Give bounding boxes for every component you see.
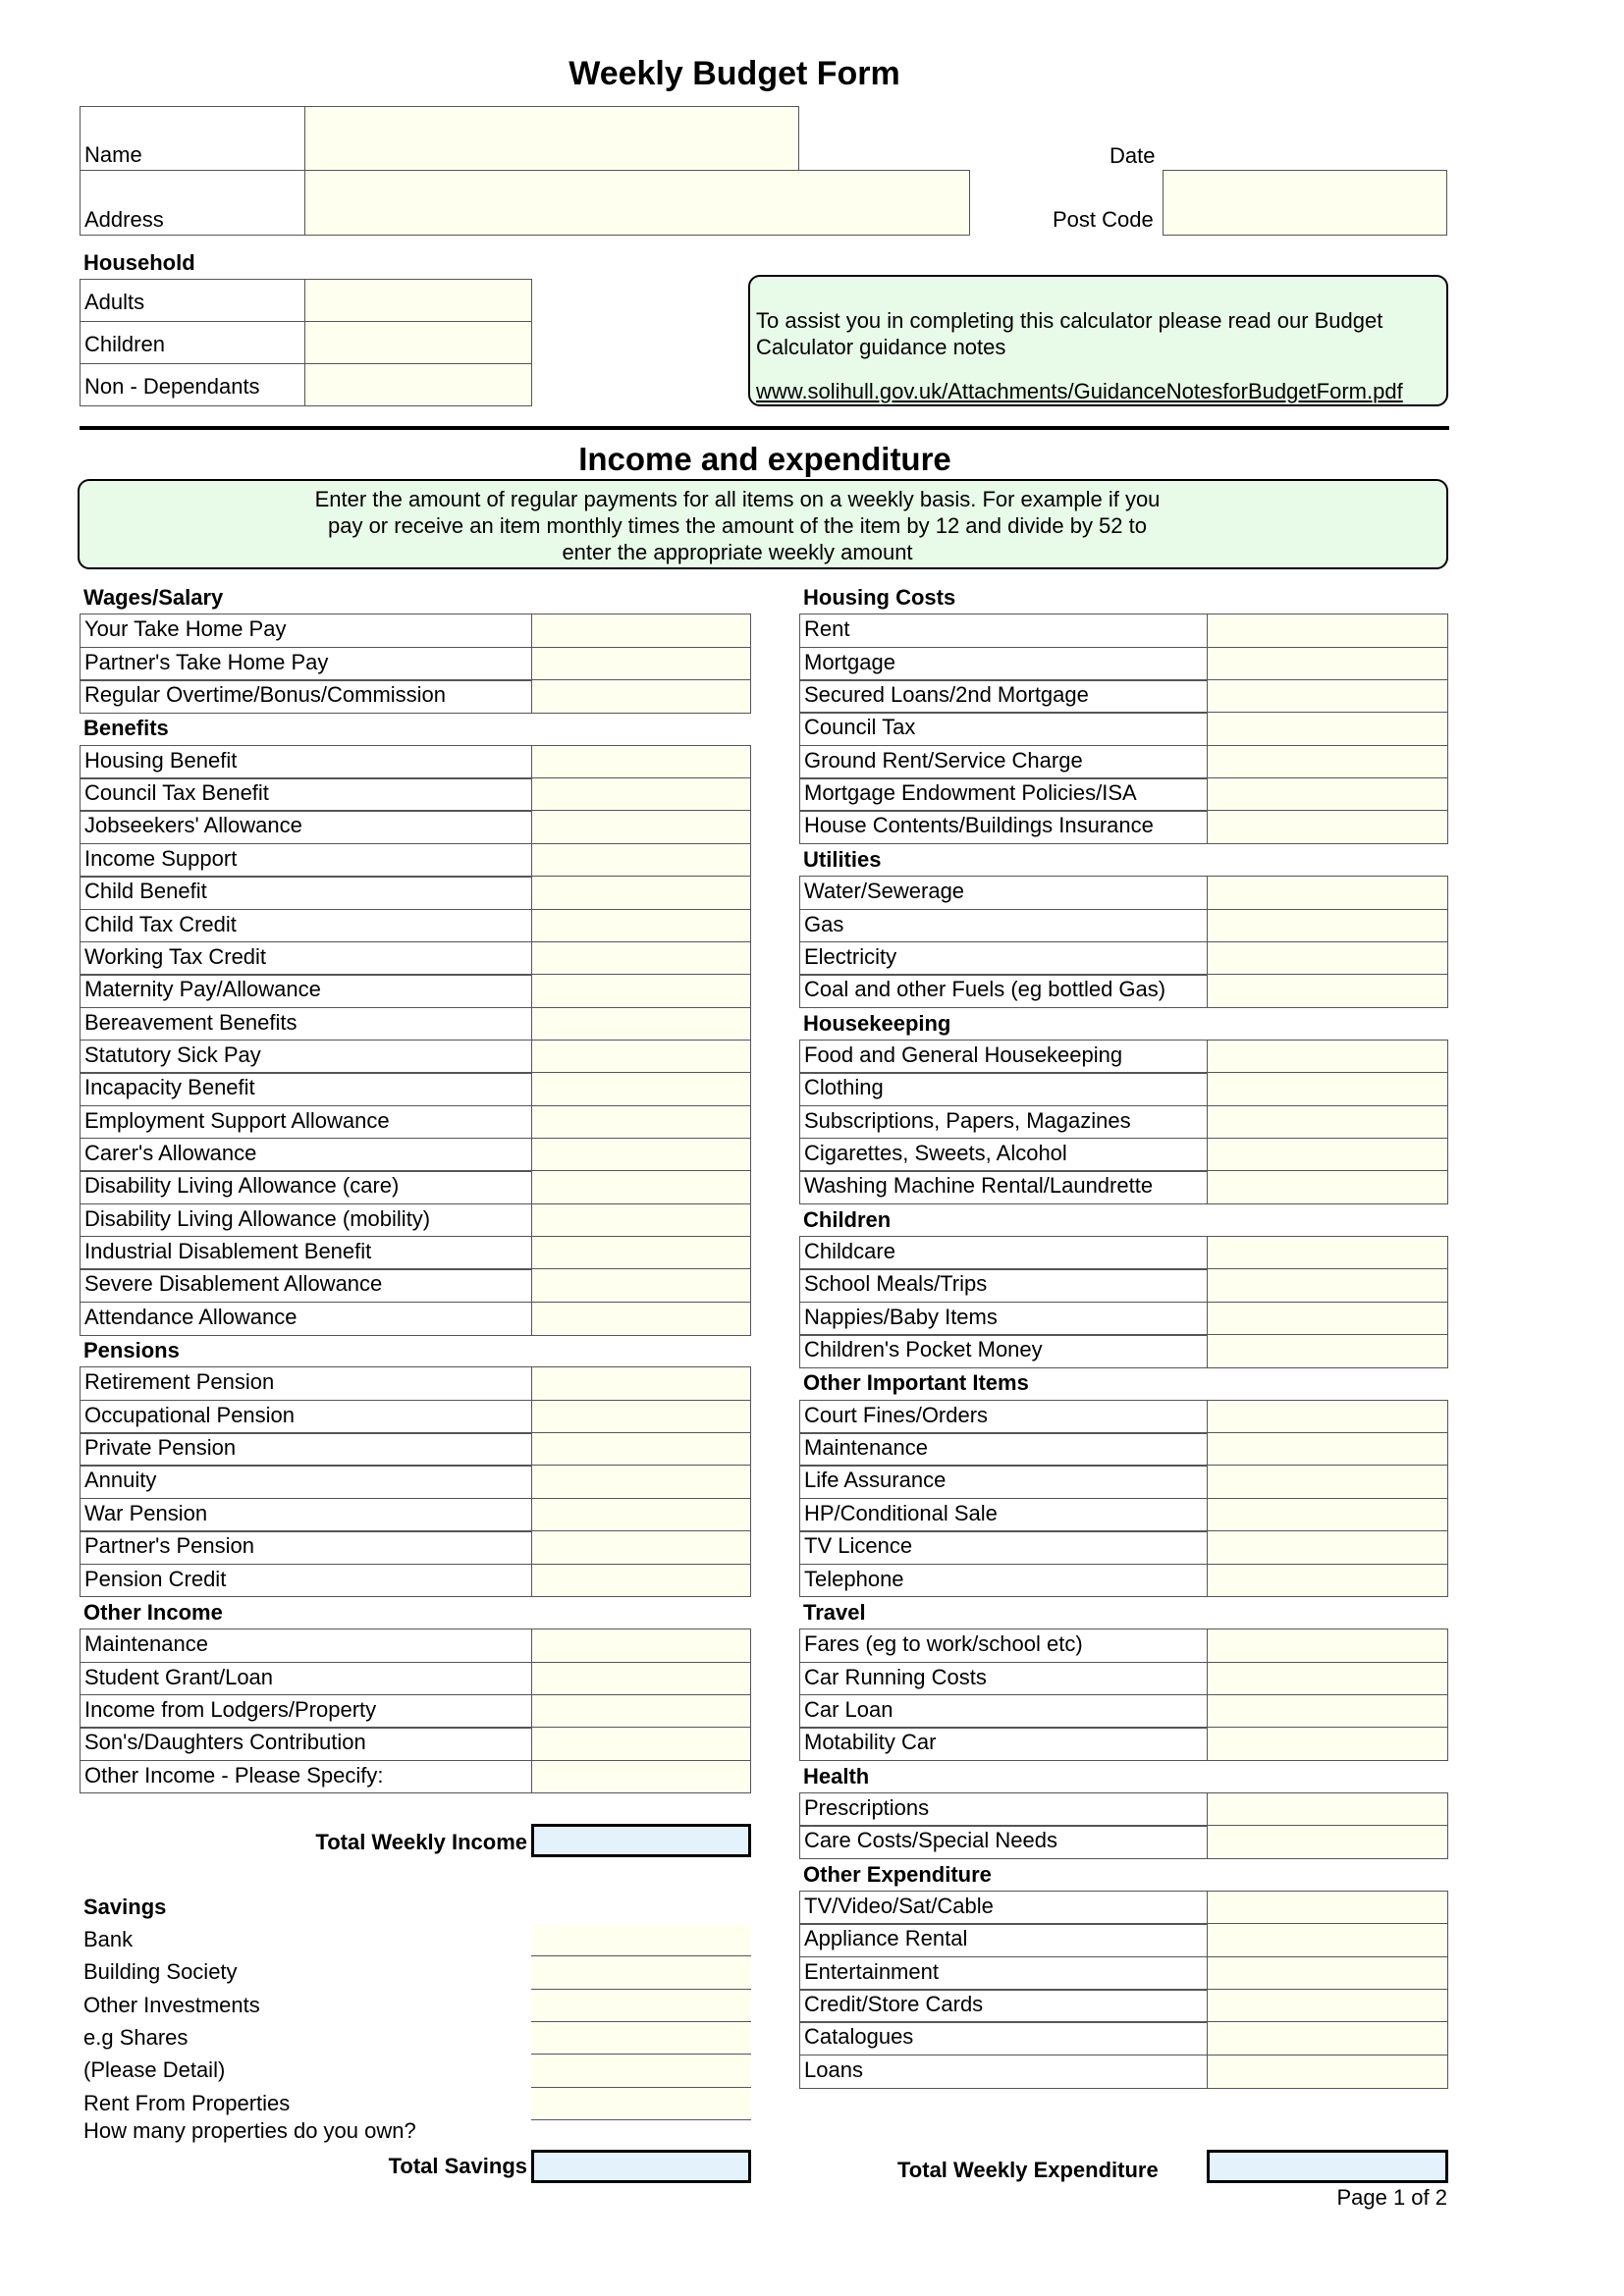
expenditure-item-label: Mortgage Endowment Policies/ISA: [799, 777, 1208, 812]
income-item-input[interactable]: [531, 1302, 751, 1336]
household-row-input[interactable]: [304, 279, 532, 322]
income-item-label: Partner's Take Home Pay: [80, 647, 532, 681]
income-item-label: Disability Living Allowance (care): [80, 1170, 532, 1204]
expenditure-item-label: Loans: [799, 2055, 1208, 2089]
savings-item-input[interactable]: [531, 1924, 751, 1956]
page-title: Weekly Budget Form: [568, 55, 900, 92]
income-item-input[interactable]: [531, 1268, 751, 1303]
income-item-label: Carer's Allowance: [80, 1138, 532, 1172]
income-item-label: Child Benefit: [80, 876, 532, 910]
savings-heading: Savings: [83, 1895, 167, 1919]
income-item-label: Income from Lodgers/Property: [80, 1694, 532, 1729]
expenditure-item-input[interactable]: [1207, 1825, 1448, 1859]
income-item-input[interactable]: [531, 1432, 751, 1467]
household-row-label: Children: [80, 321, 305, 364]
date-label: Date: [1110, 143, 1156, 168]
income-section-heading: Benefits: [83, 716, 169, 741]
expenditure-item-label: Ground Rent/Service Charge: [799, 745, 1208, 779]
household-row-label: Adults: [80, 279, 305, 322]
expenditure-item-label: Prescriptions: [799, 1792, 1208, 1827]
income-item-input[interactable]: [531, 1629, 751, 1663]
income-item-input[interactable]: [531, 1366, 751, 1401]
instruction-box: [78, 479, 1448, 569]
income-item-label: Attendance Allowance: [80, 1302, 532, 1336]
postcode-label: Post Code: [1053, 207, 1154, 232]
name-label: Name: [84, 142, 142, 167]
expenditure-item-label: Secured Loans/2nd Mortgage: [799, 679, 1208, 714]
expenditure-item-input[interactable]: [1207, 1302, 1448, 1336]
expenditure-item-input[interactable]: [1207, 876, 1448, 910]
expenditure-section-heading: Housekeeping: [803, 1010, 951, 1036]
total-weekly-income-label: Total Weekly Income: [315, 1830, 527, 1854]
income-item-input[interactable]: [531, 1040, 751, 1074]
savings-item-input[interactable]: [531, 2055, 751, 2087]
expenditure-item-label: Life Assurance: [799, 1465, 1208, 1499]
income-item-label: Regular Overtime/Bonus/Commission: [80, 679, 532, 714]
expenditure-item-input[interactable]: [1207, 1236, 1448, 1270]
expenditure-item-label: Gas: [799, 909, 1208, 943]
income-item-label: Statutory Sick Pay: [80, 1040, 532, 1074]
name-label-cell: [80, 106, 305, 171]
income-item-input[interactable]: [531, 1138, 751, 1172]
income-item-input[interactable]: [531, 614, 751, 648]
total-weekly-expenditure-field[interactable]: [1207, 2150, 1448, 2183]
income-item-label: Partner's Pension: [80, 1530, 532, 1565]
income-item-label: Maternity Pay/Allowance: [80, 974, 532, 1008]
income-item-input[interactable]: [531, 941, 751, 976]
expenditure-item-input[interactable]: [1207, 1105, 1448, 1140]
expenditure-section-heading: Other Important Items: [803, 1370, 1029, 1396]
income-section-heading: Wages/Salary: [83, 585, 224, 610]
income-item-input[interactable]: [531, 777, 751, 812]
savings-item-input[interactable]: [531, 2022, 751, 2055]
expenditure-item-input[interactable]: [1207, 810, 1448, 844]
guidance-text-line1: To assist you in completing this calculator please read our Budget: [756, 308, 1383, 333]
income-item-input[interactable]: [531, 1498, 751, 1532]
income-item-input[interactable]: [531, 1170, 751, 1204]
expenditure-item-label: Coal and other Fuels (eg bottled Gas): [799, 974, 1208, 1008]
expenditure-item-label: Credit/Store Cards: [799, 1989, 1208, 2023]
expenditure-item-input[interactable]: [1207, 1400, 1448, 1434]
expenditure-item-input[interactable]: [1207, 679, 1448, 714]
income-item-input[interactable]: [531, 1564, 751, 1598]
expenditure-section-heading: Children: [803, 1206, 892, 1232]
expenditure-item-label: Catalogues: [799, 2021, 1208, 2056]
income-item-label: Severe Disablement Allowance: [80, 1268, 532, 1303]
income-expenditure-heading: Income and expenditure: [578, 441, 951, 477]
income-item-input[interactable]: [531, 647, 751, 681]
instruction-line3: enter the appropriate weekly amount: [562, 540, 913, 564]
expenditure-item-input[interactable]: [1207, 1268, 1448, 1303]
income-item-input[interactable]: [531, 974, 751, 1008]
income-section-heading: Other Income: [83, 1599, 223, 1625]
expenditure-item-label: Subscriptions, Papers, Magazines: [799, 1105, 1208, 1140]
household-row-input[interactable]: [304, 321, 532, 364]
expenditure-item-input[interactable]: [1207, 1792, 1448, 1827]
expenditure-item-label: Entertainment: [799, 1956, 1208, 1991]
guidance-box: [748, 275, 1448, 406]
expenditure-item-label: Water/Sewerage: [799, 876, 1208, 910]
savings-question: How many properties do you own?: [83, 2118, 416, 2143]
expenditure-item-input[interactable]: [1207, 974, 1448, 1008]
expenditure-item-label: Council Tax: [799, 712, 1208, 746]
income-item-input[interactable]: [531, 876, 751, 910]
income-item-label: Your Take Home Pay: [80, 614, 532, 648]
expenditure-item-label: TV/Video/Sat/Cable: [799, 1891, 1208, 1925]
expenditure-item-label: Children's Pocket Money: [799, 1334, 1208, 1368]
name-field[interactable]: [304, 106, 799, 171]
expenditure-item-input[interactable]: [1207, 1564, 1448, 1598]
expenditure-section-heading: Utilities: [803, 846, 882, 872]
income-item-input[interactable]: [531, 1236, 751, 1270]
expenditure-item-input[interactable]: [1207, 1138, 1448, 1172]
expenditure-item-input[interactable]: [1207, 941, 1448, 976]
expenditure-item-label: Car Running Costs: [799, 1662, 1208, 1696]
instruction-line2: pay or receive an item monthly times the amount of the item by 12 and divide by 52 to: [327, 513, 1147, 538]
total-savings-label: Total Savings: [388, 2154, 527, 2178]
savings-item-label: e.g Shares: [83, 2025, 189, 2051]
total-weekly-expenditure-label: Total Weekly Expenditure: [897, 2158, 1159, 2182]
expenditure-section-heading: Travel: [803, 1599, 866, 1625]
income-item-input[interactable]: [531, 1760, 751, 1794]
address-label: Address: [84, 207, 164, 232]
expenditure-item-label: House Contents/Buildings Insurance: [799, 810, 1208, 844]
expenditure-item-input[interactable]: [1207, 1629, 1448, 1663]
expenditure-item-label: Cigarettes, Sweets, Alcohol: [799, 1138, 1208, 1172]
expenditure-item-label: School Meals/Trips: [799, 1268, 1208, 1303]
expenditure-item-input[interactable]: [1207, 614, 1448, 648]
expenditure-item-input[interactable]: [1207, 1662, 1448, 1696]
income-item-label: War Pension: [80, 1498, 532, 1532]
income-item-input[interactable]: [531, 1465, 751, 1499]
income-item-input[interactable]: [531, 1530, 751, 1565]
page-number: Page 1 of 2: [1336, 2185, 1447, 2210]
income-item-label: Other Income - Please Specify:: [80, 1760, 532, 1794]
savings-item-label: Building Society: [83, 1959, 238, 1985]
income-item-label: Child Tax Credit: [80, 909, 532, 943]
income-item-label: Employment Support Allowance: [80, 1105, 532, 1140]
income-item-input[interactable]: [531, 1694, 751, 1729]
expenditure-section-heading: Other Expenditure: [803, 1861, 992, 1887]
income-item-input[interactable]: [531, 909, 751, 943]
expenditure-item-label: HP/Conditional Sale: [799, 1498, 1208, 1532]
expenditure-item-input[interactable]: [1207, 1989, 1448, 2023]
expenditure-item-input[interactable]: [1207, 1498, 1448, 1532]
postcode-field[interactable]: [1163, 170, 1447, 236]
expenditure-section-heading: Housing Costs: [803, 585, 956, 610]
expenditure-item-label: Clothing: [799, 1072, 1208, 1106]
income-item-label: Industrial Disablement Benefit: [80, 1236, 532, 1270]
income-item-input[interactable]: [531, 1400, 751, 1434]
income-item-label: Housing Benefit: [80, 745, 532, 779]
income-item-label: Annuity: [80, 1465, 532, 1499]
income-item-input[interactable]: [531, 843, 751, 878]
expenditure-item-input[interactable]: [1207, 909, 1448, 943]
income-item-label: Bereavement Benefits: [80, 1007, 532, 1041]
expenditure-item-input[interactable]: [1207, 1694, 1448, 1729]
expenditure-item-label: Nappies/Baby Items: [799, 1302, 1208, 1336]
household-heading: Household: [83, 250, 195, 275]
household-row-label: Non - Dependants: [80, 363, 305, 406]
expenditure-item-input[interactable]: [1207, 647, 1448, 681]
guidance-link[interactable]: www.solihull.gov.uk/Attachments/GuidanceNotesforBudgetForm.pdf: [756, 379, 1403, 403]
income-item-label: Son's/Daughters Contribution: [80, 1727, 532, 1761]
expenditure-item-input[interactable]: [1207, 1891, 1448, 1925]
income-section-heading: Pensions: [83, 1338, 180, 1363]
income-item-label: Maintenance: [80, 1629, 532, 1663]
income-item-input[interactable]: [531, 1105, 751, 1140]
income-item-input[interactable]: [531, 1727, 751, 1761]
income-item-label: Disability Living Allowance (mobility): [80, 1203, 532, 1238]
instruction-line1: Enter the amount of regular payments for all items on a weekly basis. For example if you: [314, 487, 1161, 511]
income-item-label: Jobseekers' Allowance: [80, 810, 532, 844]
income-item-input[interactable]: [531, 1662, 751, 1696]
expenditure-item-label: Fares (eg to work/school etc): [799, 1629, 1208, 1663]
expenditure-item-input[interactable]: [1207, 1956, 1448, 1991]
expenditure-item-label: Childcare: [799, 1236, 1208, 1270]
expenditure-item-input[interactable]: [1207, 2055, 1448, 2089]
savings-item-input[interactable]: [531, 1990, 751, 2022]
expenditure-item-input[interactable]: [1207, 777, 1448, 812]
income-item-label: Incapacity Benefit: [80, 1072, 532, 1106]
expenditure-item-label: Washing Machine Rental/Laundrette: [799, 1170, 1208, 1204]
expenditure-item-label: Maintenance: [799, 1432, 1208, 1467]
guidance-text-line2: Calculator guidance notes: [756, 335, 1006, 359]
savings-item-input[interactable]: [531, 2088, 751, 2120]
expenditure-item-input[interactable]: [1207, 1923, 1448, 1957]
savings-item-label: Other Investments: [83, 1992, 260, 2017]
expenditure-item-label: Mortgage: [799, 647, 1208, 681]
expenditure-item-input[interactable]: [1207, 1530, 1448, 1565]
expenditure-item-input[interactable]: [1207, 1334, 1448, 1368]
income-item-input[interactable]: [531, 745, 751, 779]
expenditure-item-input[interactable]: [1207, 712, 1448, 746]
expenditure-item-label: Motability Car: [799, 1727, 1208, 1761]
total-weekly-income-field[interactable]: [531, 1824, 751, 1857]
income-item-label: Pension Credit: [80, 1564, 532, 1598]
income-item-label: Council Tax Benefit: [80, 777, 532, 812]
expenditure-item-input[interactable]: [1207, 1727, 1448, 1761]
expenditure-item-label: Court Fines/Orders: [799, 1400, 1208, 1434]
total-savings-field[interactable]: [531, 2150, 751, 2183]
expenditure-item-input[interactable]: [1207, 1040, 1448, 1074]
expenditure-item-label: TV Licence: [799, 1530, 1208, 1565]
household-row-input[interactable]: [304, 363, 532, 406]
address-field[interactable]: [304, 170, 970, 236]
savings-item-label: (Please Detail): [83, 2057, 226, 2083]
expenditure-item-input[interactable]: [1207, 2021, 1448, 2056]
income-item-input[interactable]: [531, 1203, 751, 1238]
income-item-label: Retirement Pension: [80, 1366, 532, 1401]
income-item-input[interactable]: [531, 810, 751, 844]
income-item-input[interactable]: [531, 1072, 751, 1106]
income-item-label: Income Support: [80, 843, 532, 878]
expenditure-item-label: Telephone: [799, 1564, 1208, 1598]
income-item-input[interactable]: [531, 1007, 751, 1041]
expenditure-item-input[interactable]: [1207, 1465, 1448, 1499]
expenditure-item-label: Rent: [799, 614, 1208, 648]
expenditure-item-label: Electricity: [799, 941, 1208, 976]
income-item-label: Occupational Pension: [80, 1400, 532, 1434]
income-item-label: Private Pension: [80, 1432, 532, 1467]
date-field[interactable]: [1163, 143, 1447, 171]
expenditure-item-label: Appliance Rental: [799, 1923, 1208, 1957]
income-item-input[interactable]: [531, 679, 751, 714]
savings-item-input[interactable]: [531, 1956, 751, 1989]
income-item-label: Working Tax Credit: [80, 941, 532, 976]
savings-item-label: Bank: [83, 1927, 134, 1951]
expenditure-item-label: Car Loan: [799, 1694, 1208, 1729]
section-divider: [80, 426, 1449, 430]
savings-item-label: Rent From Properties: [83, 2090, 291, 2115]
expenditure-item-input[interactable]: [1207, 745, 1448, 779]
expenditure-item-input[interactable]: [1207, 1170, 1448, 1204]
expenditure-item-input[interactable]: [1207, 1432, 1448, 1467]
expenditure-item-label: Food and General Housekeeping: [799, 1040, 1208, 1074]
expenditure-item-label: Care Costs/Special Needs: [799, 1825, 1208, 1859]
expenditure-section-heading: Health: [803, 1763, 870, 1789]
expenditure-item-input[interactable]: [1207, 1072, 1448, 1106]
income-item-label: Student Grant/Loan: [80, 1662, 532, 1696]
address-label-cell: [80, 170, 305, 236]
